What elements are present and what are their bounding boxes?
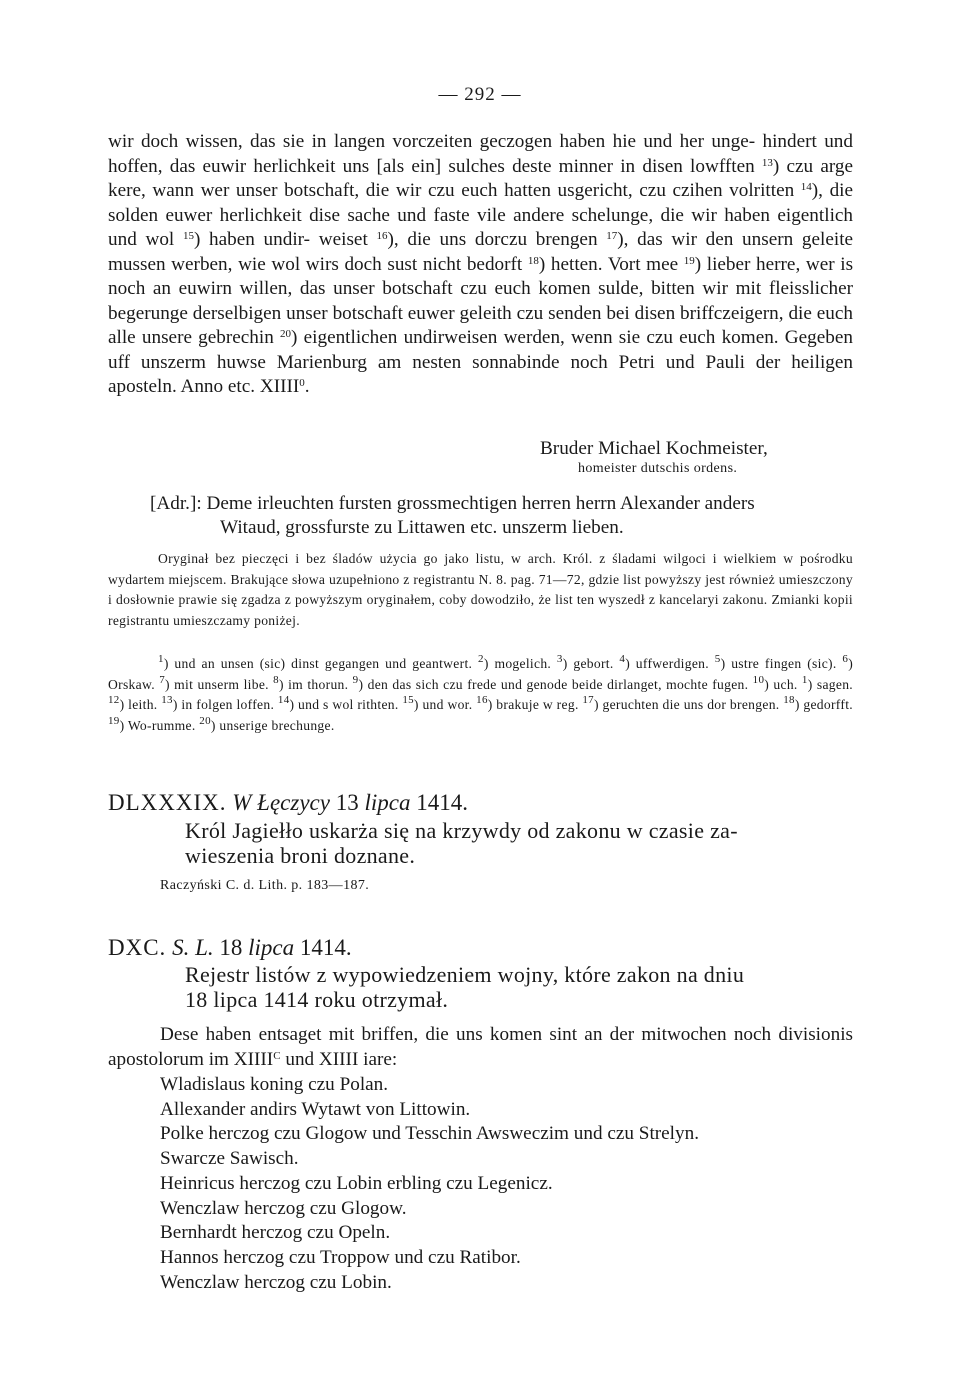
address-line: Witaud, grossfurste zu Littawen etc. unszerm lieben. [220, 517, 624, 538]
footnote-ref: 17 [606, 230, 618, 242]
doc-590-list [160, 1073, 699, 1295]
doc-589-summary: Król Jagiełło uskarża się na krzywdy od zakonu w czasie za- wieszenia broni doznane. [185, 818, 738, 868]
page-number: — 292 — [438, 84, 522, 105]
footnote-ref: 18 [527, 254, 539, 267]
signature-title: homeister dutschis ordens. [578, 461, 738, 476]
footnote-ref: 19 [683, 254, 695, 267]
doc-day: 13 [335, 790, 359, 815]
footnote-ref: 16 [376, 230, 388, 242]
letter-paragraph: wir doch wissen, das sie in langen vorczeiten geczogen haben hie und her unge- hindert und hoffen, das euwir herlichkeit uns [als ein] sulches deste minner in disen lowfften $^{13}$) czu arge kere, wann wer unser botschaft, die wir czu euch hatten usgericht, czu czihen volritten $^{14}$), die solden euwer herlichkeit dise sache und faste vile andere schelunge, die wir haben eigentlich und wol $^{15}$) haben undir- weiset $^{16}$), die uns dorczu brengen $^{17}$), das wir den unsern geleite mussen werben, wie wol wirs doch sust nicht bedorft $^{18}$) hetten. Vort mee $^{19}$) lieber herre, wer is noch an euwirn willen, das unser botschaft czu euch komen sulde, bitten wir mit fleisslicher begerunge derselbigen unser botschaft euwer geleith czu senden bei disen briffczeigern, die euch alle unsere gebrechin $^{20}$) eigentlichen undirweisen werden, wenn sie czu euch komen. Gegeben uff unszerm huwse Marienburg am nesten sonnabinde noch Petri und Pauli der heiligen aposteln. Anno etc. XIIII$^0$. [108, 131, 854, 397]
doc-number: DLXXXIX. [108, 790, 227, 815]
list-item: Swarcze Sawisch. [160, 1148, 299, 1170]
footnotes [108, 654, 853, 736]
doc-year: 1414. [416, 790, 468, 815]
doc-day: 18 [219, 935, 243, 960]
doc-590-summary: Rejestr listów z wypowiedzeniem wojny, które zakon na dniu 18 lipca 1414 roku otrzymał. [185, 962, 745, 1012]
doc-590-intro: Dese haben entsaget mit briffen, die uns komen sint an der mitwochen noch divisionis apostolorum im $XIIII^C$ und XIIII iare: [108, 1024, 853, 1070]
doc-month: lipca [364, 790, 411, 815]
list-item: Hannos herczog czu Troppow und czu Ratibor. [160, 1246, 521, 1268]
footnote-ref: 13 [761, 156, 773, 169]
doc-place: S. L. [172, 935, 214, 960]
letter-text [108, 130, 853, 400]
doc-589-heading [108, 790, 468, 816]
editorial-note [108, 549, 853, 631]
footnote-ref: 15 [182, 230, 194, 242]
list-item: Heinricus herczog czu Lobin erbling czu Legenicz. [160, 1172, 553, 1194]
address-line: Deme irleuchten fursten grossmechtigen herren herrn Alexander anders [206, 493, 755, 514]
doc-place: W Łęczycy [232, 790, 330, 815]
doc-year: 1414. [299, 935, 352, 960]
doc-number: DXC. [108, 935, 167, 960]
list-item: Polke herczog czu Glogow und Tesschin Awsweczim und czu Strelyn. [160, 1123, 699, 1145]
address-block [150, 492, 860, 540]
doc-589-source: Raczyński C. d. Lith. p. 183—187. [160, 878, 370, 893]
list-item: Allexander andirs Wytawt von Littowin. [160, 1098, 471, 1120]
note-text: Oryginał bez pieczęci i bez śladów użycia go jako listu, w arch. Król. z śladami wilgoci i wielkiem w pośrodku wydartem miejscem. Brakujące słowa uzupełniono z registrantu N. 8. pag. 71—72, gdzie list powyższy jest również umieszczony i dosłownie prawie się zgadza z powyższym oryginałem, coby dowodziło, że list ten wyszedł z kancelaryi zakonu. Zmianki kopii registrantu umieszczamy poniżej. [108, 551, 853, 628]
signature-name: Bruder Michael Kochmeister, [540, 438, 768, 459]
address-label: [Adr.]: [150, 493, 202, 514]
doc-590-heading [108, 935, 352, 961]
list-item: Wladislaus koning czu Polan. [160, 1074, 389, 1095]
list-item: Wenczlaw herczog czu Glogow. [160, 1197, 407, 1219]
list-item: Bernhardt herczog czu Opeln. [160, 1222, 391, 1244]
list-item: Wenczlaw herczog czu Lobin. [160, 1271, 392, 1293]
doc-month: lipca [248, 935, 295, 960]
footnote-text: $^1$) und an unsen (sic) dinst gegangen und geantwert. $^2$) mogelich. $^3$) gebort. $^4$) uffwerdigen. $^5$) ustre fingen (sic). $^6$) Orskaw. $^7$) mit unserm libe. $^8$) im thorun. $^9$) den das sich czu frede und genode beide dirlanget, mochte fugen. $^{10}$) uch. $^1$) sagen. $^{12}$) leith. $^{13}$) in folgen loffen. $^{14}$) und s wol rithten. $^{15}$) und wor. $^{16}$) brakuje w reg. $^{17}$) geruchten die uns dor brengen. $^{18}$) gedorfft. $^{19}$) Wo-rumme. $^{20}$) unserige brechunge. [108, 653, 854, 733]
footnote-ref: 20 [280, 328, 292, 340]
footnote-ref: 14 [800, 181, 812, 193]
